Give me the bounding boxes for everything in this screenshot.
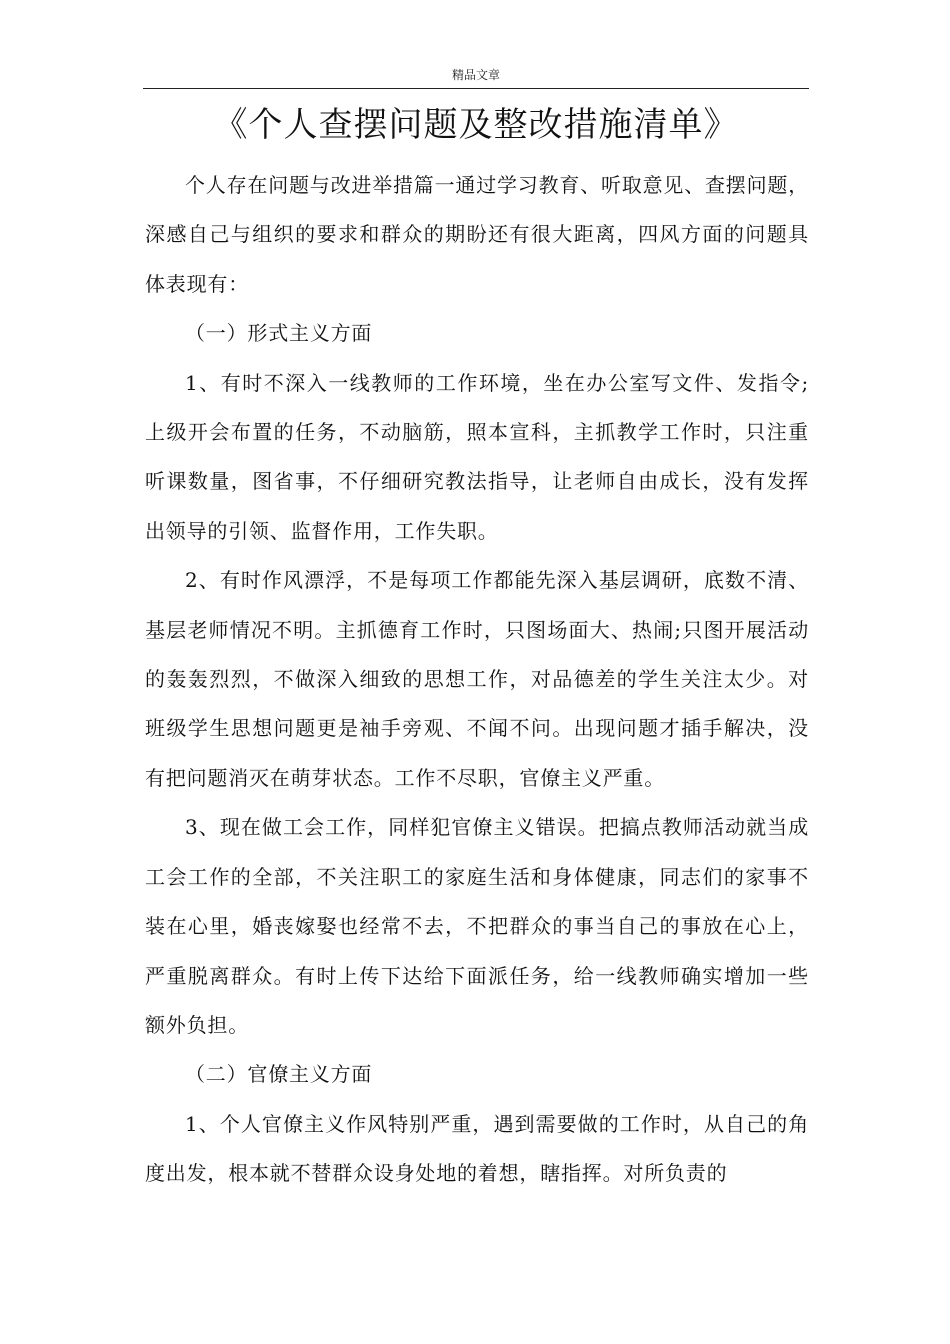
paragraph-item-3: 3、现在做工会工作，同样犯官僚主义错误。把搞点教师活动就当成工会工作的全部，不关注职工的家庭生活和身体健康，同志们的家事不装在心里，婚丧嫁娶也经常不去，不把群众的事当自己的事放在心上，严重脱离群众。有时上传下达给下面派任务，给一线教师确实增加一些额外负担。: [145, 815, 809, 1037]
paragraph-item-4: 1、个人官僚主义作风特别严重，遇到需要做的工作时，从自己的角度出发，根本就不替群众设身处地的着想，瞎指挥。对所负责的: [145, 1111, 809, 1186]
section-heading-formalism: （一）形式主义方面: [185, 321, 373, 346]
paragraph-item-2: 2、有时作风漂浮，不是每项工作都能先深入基层调研，底数不清、基层老师情况不明。主抓德育工作时，只图场面大、热闹;只图开展活动的轰轰烈烈，不做深入细致的思想工作，对品德差的学生关注太少。对班级学生思想问题更是袖手旁观、不闻不问。出现问题才插手解决，没有把问题消灭在萌芽状态。工作不尽职，官僚主义严重。: [145, 568, 809, 790]
document-body: [145, 161, 809, 1199]
document-title: 《个人查摆问题及整改措施清单》: [213, 105, 739, 145]
header-divider: [143, 88, 809, 89]
section-heading-bureaucracy: （二）官僚主义方面: [185, 1062, 373, 1087]
page-header: 精品文章: [451, 68, 500, 82]
paragraph-intro: 个人存在问题与改进举措篇一通过学习教育、听取意见、查摆问题，深感自己与组织的要求和群众的期盼还有很大距离，四风方面的问题具体表现有：: [145, 173, 809, 296]
paragraph-item-1: 1、有时不深入一线教师的工作环境，坐在办公室写文件、发指令;上级开会布置的任务，不动脑筋，照本宣科，主抓教学工作时，只注重听课数量，图省事，不仔细研究教法指导，让老师自由成长，没有发挥出领导的引领、监督作用，工作失职。: [145, 370, 809, 543]
